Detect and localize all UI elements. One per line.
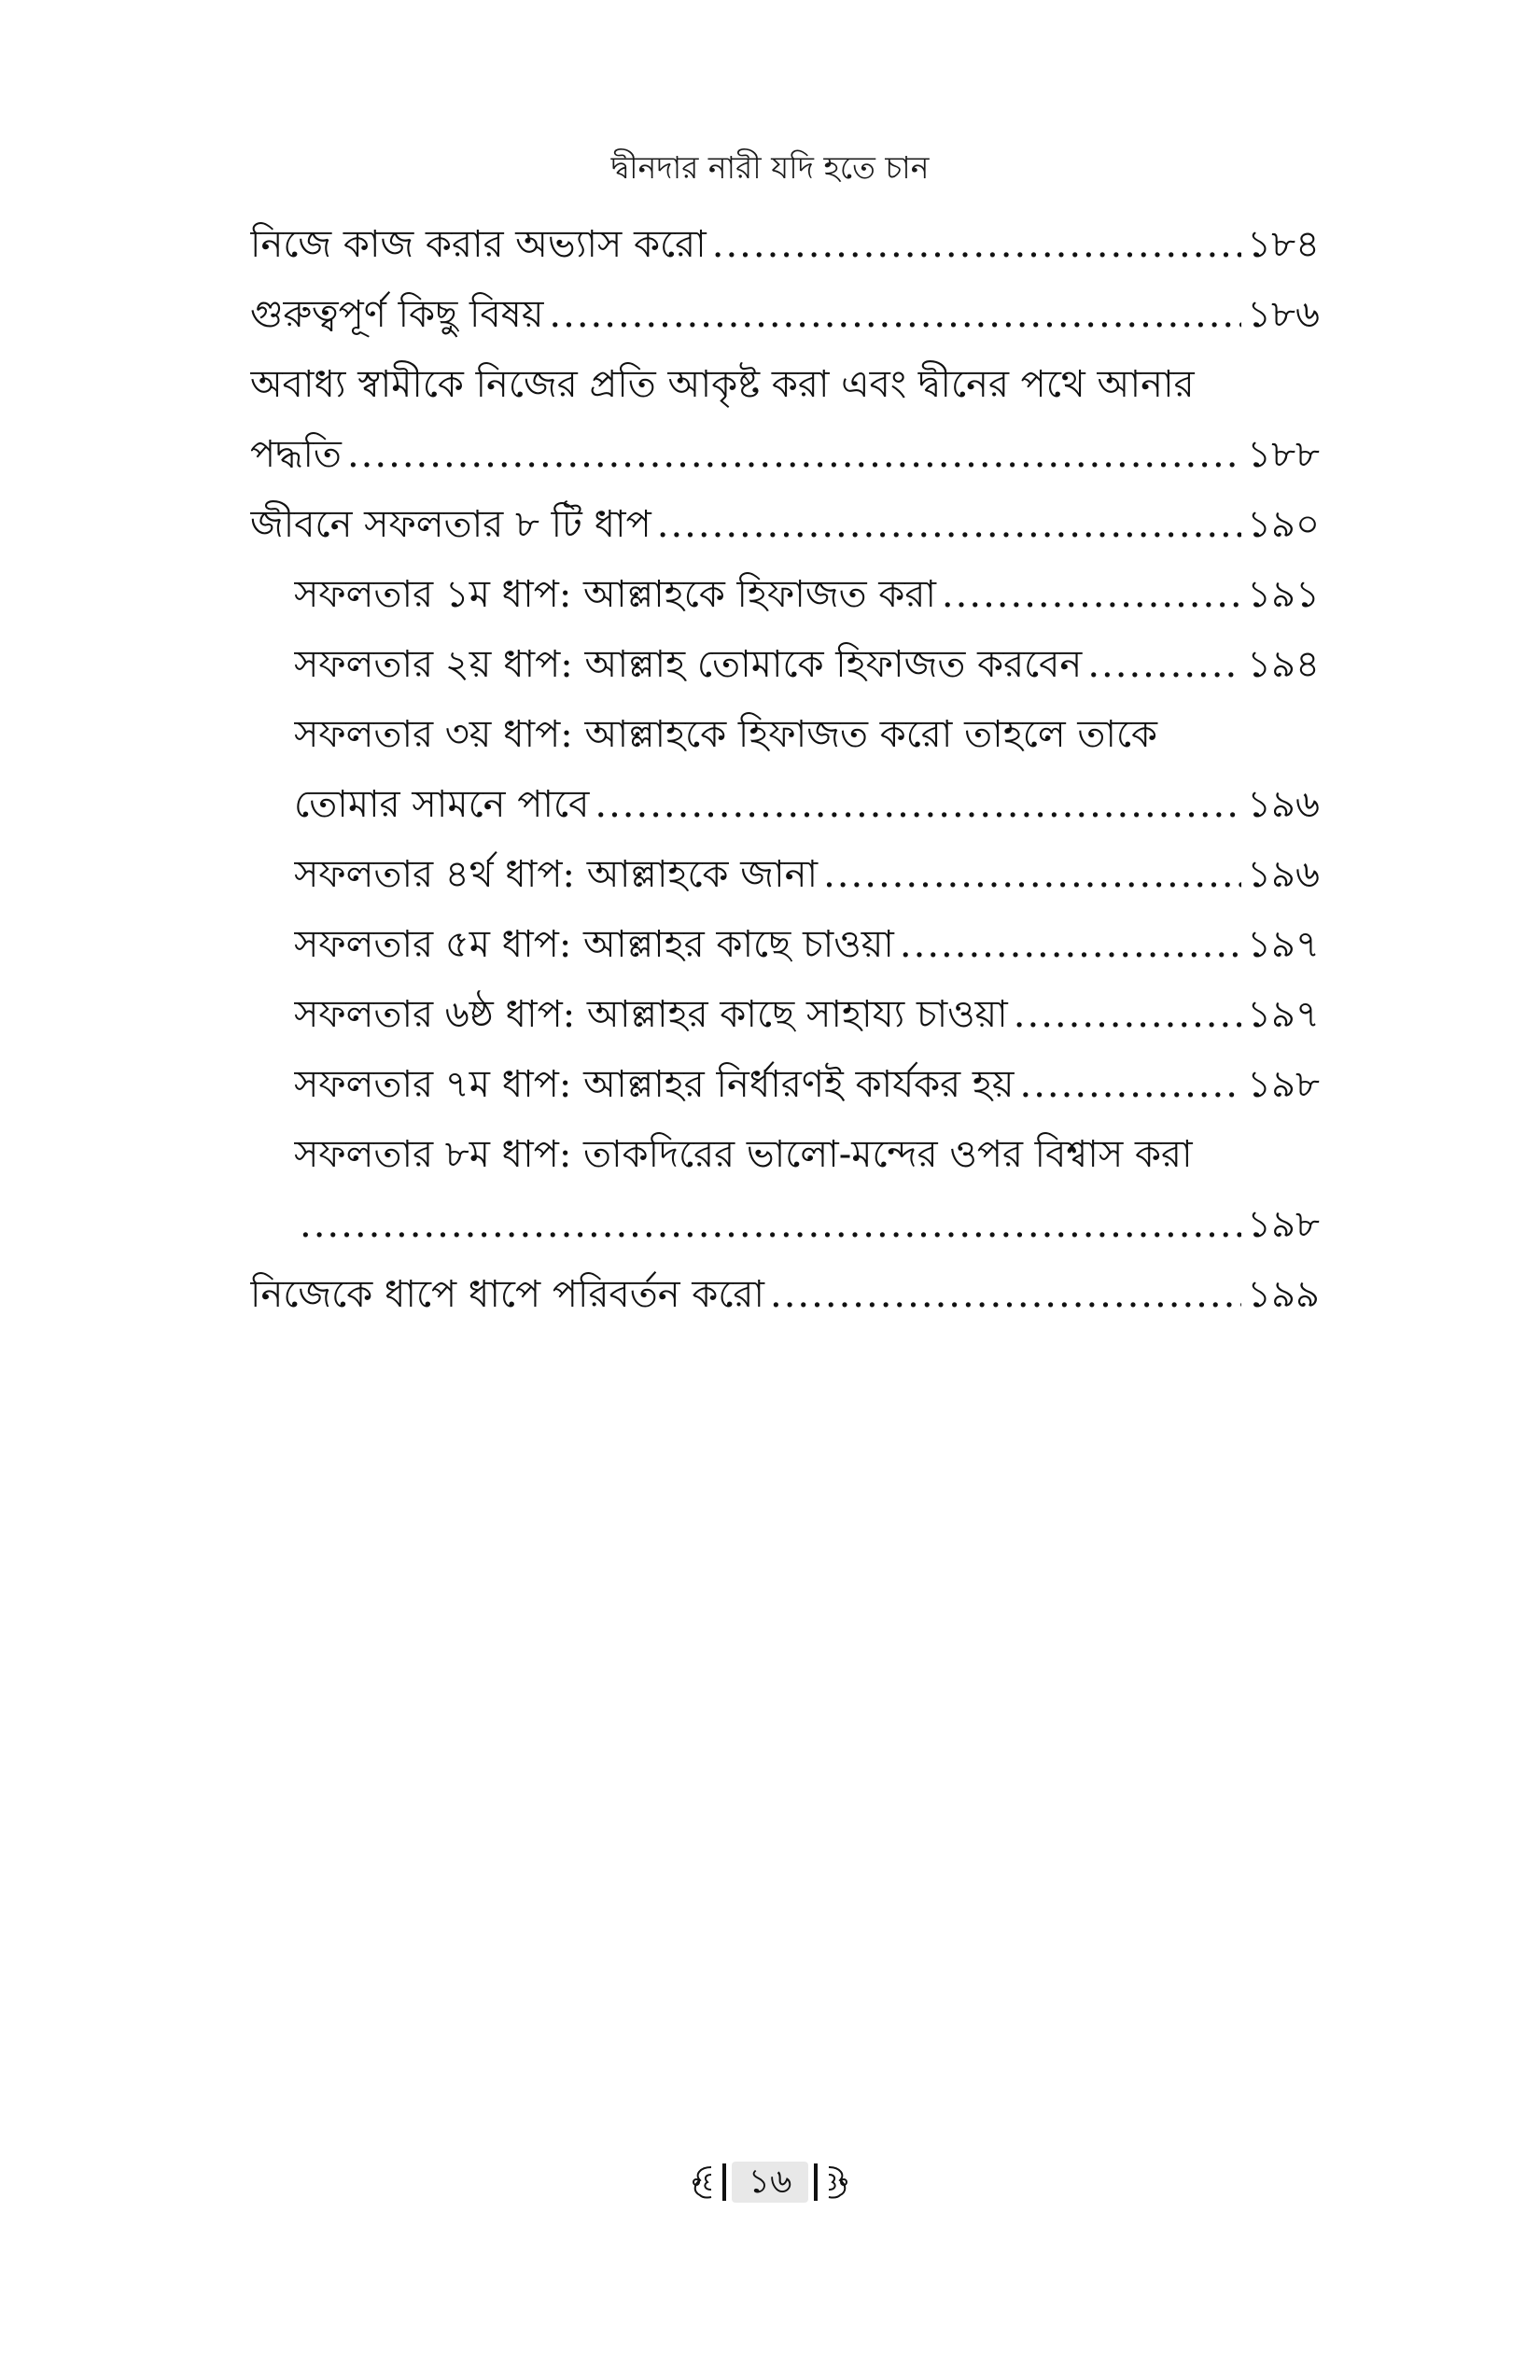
toc-entry-title: সফলতার ৫ম ধাপ: আল্লাহর কাছে চাওয়া: [294, 923, 894, 966]
toc-subentry[interactable]: [250, 1050, 1320, 1120]
dot-leader: [300, 1190, 1241, 1260]
toc-entry-title: নিজে কাজ করার অভ্যাস করো: [250, 223, 707, 266]
toc-entry-page: ১৯৯: [1247, 1273, 1320, 1316]
table-of-contents: [250, 210, 1320, 1330]
toc-entry-page: ১৯৬: [1247, 853, 1320, 896]
folio: [685, 2162, 856, 2203]
toc-entry-page: ১৮৮: [1247, 433, 1320, 476]
toc-entry-title-line-1: সফলতার ৩য় ধাপ: আল্লাহকে হিফাজত করো তাহলে তাকে: [294, 713, 1158, 756]
dot-leader: [1019, 1050, 1241, 1120]
toc-entry[interactable]: [250, 490, 1320, 560]
dot-leader: [1014, 980, 1241, 1050]
toc-entry-title-line-2: তোমার সামনে পাবে: [294, 783, 590, 826]
toc-entry[interactable]: [250, 280, 1320, 350]
toc-entry-title: গুরুত্বপূর্ণ কিছু বিষয়: [250, 293, 544, 336]
toc-entry-title: সফলতার ৪র্থ ধাপ: আল্লাহকে জানা: [294, 853, 819, 896]
toc-entry-page: ১৯৮: [1247, 1063, 1320, 1106]
toc-entry-title: সফলতার ২য় ধাপ: আল্লাহ তোমাকে হিফাজত করবেন: [294, 643, 1083, 686]
divider-bar: [814, 2163, 818, 2201]
toc-entry-title: নিজেকে ধাপে ধাপে পরিবর্তন করো: [250, 1273, 764, 1316]
dot-leader: [1087, 630, 1241, 700]
toc-entry-page: ১৯৮: [1247, 1203, 1320, 1246]
toc-entry-title-line-1: অবাধ্য স্বামীকে নিজের প্রতি আকৃষ্ট করা এবং দ্বীনের পথে আনার: [250, 363, 1195, 406]
toc-subentry[interactable]: [250, 910, 1320, 980]
toc-entry-page: ১৯৭: [1247, 993, 1320, 1036]
toc-subentry[interactable]: [250, 1120, 1320, 1260]
toc-entry-page: ১৯৬: [1247, 783, 1320, 826]
dot-leader: [712, 210, 1241, 280]
toc-entry-page: ১৯৭: [1247, 923, 1320, 966]
dot-leader: [347, 420, 1241, 490]
toc-subentry[interactable]: [250, 700, 1320, 840]
toc-entry-page: ১৮৬: [1247, 293, 1320, 336]
toc-entry-page: ১৯১: [1247, 573, 1320, 616]
dot-leader: [657, 490, 1241, 560]
page-footer: [0, 2162, 1540, 2203]
toc-entry[interactable]: [250, 1260, 1320, 1330]
toc-entry-page: ১৮৪: [1247, 223, 1320, 266]
toc-subentry[interactable]: [250, 980, 1320, 1050]
dot-leader: [900, 910, 1241, 980]
running-header: দ্বীনদার নারী যদি হতে চান: [610, 149, 930, 186]
toc-entry-title: সফলতার ১ম ধাপ: আল্লাহকে হিফাজত করা: [294, 573, 936, 616]
dot-leader: [595, 770, 1241, 840]
dot-leader: [549, 280, 1241, 350]
floral-ornament-icon: [823, 2162, 855, 2203]
toc-entry-title-line-1: সফলতার ৮ম ধাপ: তাকদিরের ভালো-মন্দের ওপর বিশ্বাস করা: [294, 1133, 1193, 1176]
toc-entry[interactable]: [250, 350, 1320, 490]
floral-ornament-icon: [685, 2162, 717, 2203]
toc-entry-title: সফলতার ৬ষ্ঠ ধাপ: আল্লাহর কাছে সাহায্য চাওয়া: [294, 993, 1008, 1036]
toc-entry-title: জীবনে সফলতার ৮ টি ধাপ: [250, 503, 651, 546]
toc-entry-title: সফলতার ৭ম ধাপ: আল্লাহর নির্ধারণই কার্যকর হয়: [294, 1063, 1015, 1106]
toc-entry-title-line-2: পদ্ধতি: [250, 433, 342, 476]
dot-leader: [942, 560, 1241, 630]
toc-subentry[interactable]: [250, 630, 1320, 700]
page-number: ১৬: [732, 2162, 809, 2203]
toc-entry[interactable]: [250, 210, 1320, 280]
toc-entry-page: ১৯৪: [1247, 643, 1320, 686]
toc-subentry[interactable]: [250, 560, 1320, 630]
toc-entry-page: ১৯০: [1247, 503, 1320, 546]
toc-subentry[interactable]: [250, 840, 1320, 910]
dot-leader: [823, 840, 1241, 910]
dot-leader: [770, 1260, 1241, 1330]
divider-bar: [722, 2163, 726, 2201]
